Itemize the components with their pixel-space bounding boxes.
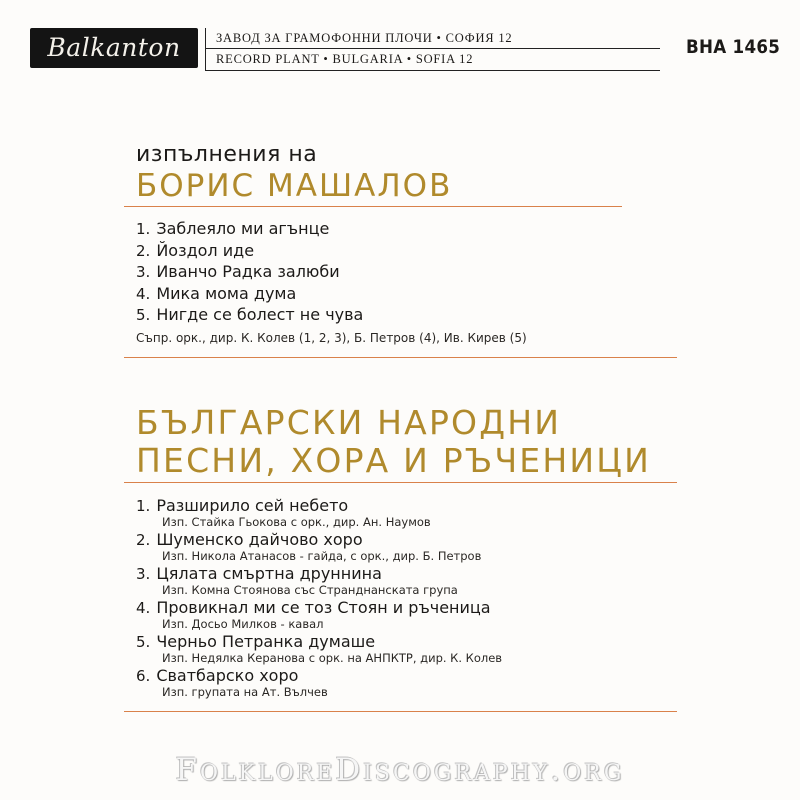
track-title: Иванчо Радка залюби <box>156 262 340 281</box>
catalog-number: BHA 1465 <box>686 36 781 58</box>
track-title: Разширило сей небето <box>156 496 349 515</box>
track-item: 3. Цялата смъртна друннина Изп. Комна Стоянова със Странднанската група <box>136 565 502 599</box>
track-credit: Изп. Комна Стоянова със Странднанската група <box>162 583 458 597</box>
section-rule-4 <box>124 711 677 712</box>
track-item: 5. Нигде се болест не чува <box>136 305 364 324</box>
track-credit: Изп. групата на Ат. Вълчев <box>162 685 328 699</box>
track-title: Шуменско дайчово хоро <box>156 530 363 549</box>
section-rule-2 <box>124 357 677 358</box>
track-item: 1. Заблеяло ми агънце <box>136 219 330 238</box>
artist-name: БОРИС МАШАЛОВ <box>136 168 453 204</box>
section-rule-1 <box>124 206 622 207</box>
header-rule-bottom <box>205 70 660 71</box>
record-plant-bulgarian: ЗАВОД ЗА ГРАМОФОННИ ПЛОЧИ • СОФИЯ 12 <box>216 31 513 45</box>
track-title: Черньо Петранка думаше <box>156 632 376 651</box>
track-title: Цялата смъртна друннина <box>156 564 382 583</box>
track-item: 1. Разширило сей небето Изп. Стайка Гьокова с орк., дир. Ан. Наумов <box>136 497 502 531</box>
orchestra-credits: Съпр. орк., дир. К. Колев (1, 2, 3), Б. Петров (4), Ив. Кирев (5) <box>136 331 527 345</box>
track-credit: Изп. Недялка Керанова с орк. на АНПКТР, дир. К. Колев <box>162 651 503 665</box>
header-divider-vertical <box>205 28 206 70</box>
track-title: Сватбарско хоро <box>156 666 299 685</box>
tracklist-side-2 <box>136 497 502 701</box>
record-header <box>0 0 800 72</box>
track-title: Йоздол иде <box>156 240 255 260</box>
track-title: Нигде се болест не чува <box>156 305 364 324</box>
performances-intro: изпълнения на <box>136 142 318 167</box>
section-rule-3 <box>124 482 677 483</box>
track-title: Провикнал ми се тоз Стоян и ръченица <box>156 598 491 617</box>
track-title: Мика мома дума <box>156 283 297 303</box>
track-item: 4. Провикнал ми се тоз Стоян и ръченица Изп. Досьо Милков - кавал <box>136 599 502 633</box>
tracklist-side-1 <box>136 219 363 327</box>
track-item: 2. Йоздол иде <box>136 240 255 260</box>
track-title: Заблеяло ми агънце <box>156 219 330 238</box>
track-credit: Изп. Никола Атанасов - гайда, с орк., дир. Б. Петров <box>162 549 482 563</box>
header-rule <box>205 48 660 49</box>
record-plant-english: RECORD PLANT • BULGARIA • SOFIA 12 <box>216 52 474 66</box>
track-item: 5. Черньо Петранка думаше Изп. Недялка Керанова с орк. на АНПКТР, дир. К. Колев <box>136 632 503 665</box>
track-item: 4. Мика мома дума <box>136 283 297 303</box>
track-item: 6. Сватбарско хоро Изп. групата на Ат. Вълчев <box>136 667 502 701</box>
track-credit: Изп. Стайка Гьокова с орк., дир. Ан. Наумов <box>162 515 431 529</box>
balkanton-logo: Balkanton <box>30 28 198 68</box>
album-subtitle-line-2: ПЕСНИ, ХОРА И РЪЧЕНИЦИ <box>136 441 651 480</box>
track-credit: Изп. Досьо Милков - кавал <box>162 617 324 631</box>
track-item: 2. Шуменско дайчово хоро Изп. Никола Атанасов - гайда, с орк., дир. Б. Петров <box>136 531 502 565</box>
site-watermark: FolkloreDiscography.org <box>175 752 625 788</box>
album-subtitle-line-1: БЪЛГАРСКИ НАРОДНИ <box>136 403 562 442</box>
track-item: 3. Иванчо Радка залюби <box>136 262 340 281</box>
album-subtitle <box>136 404 651 480</box>
